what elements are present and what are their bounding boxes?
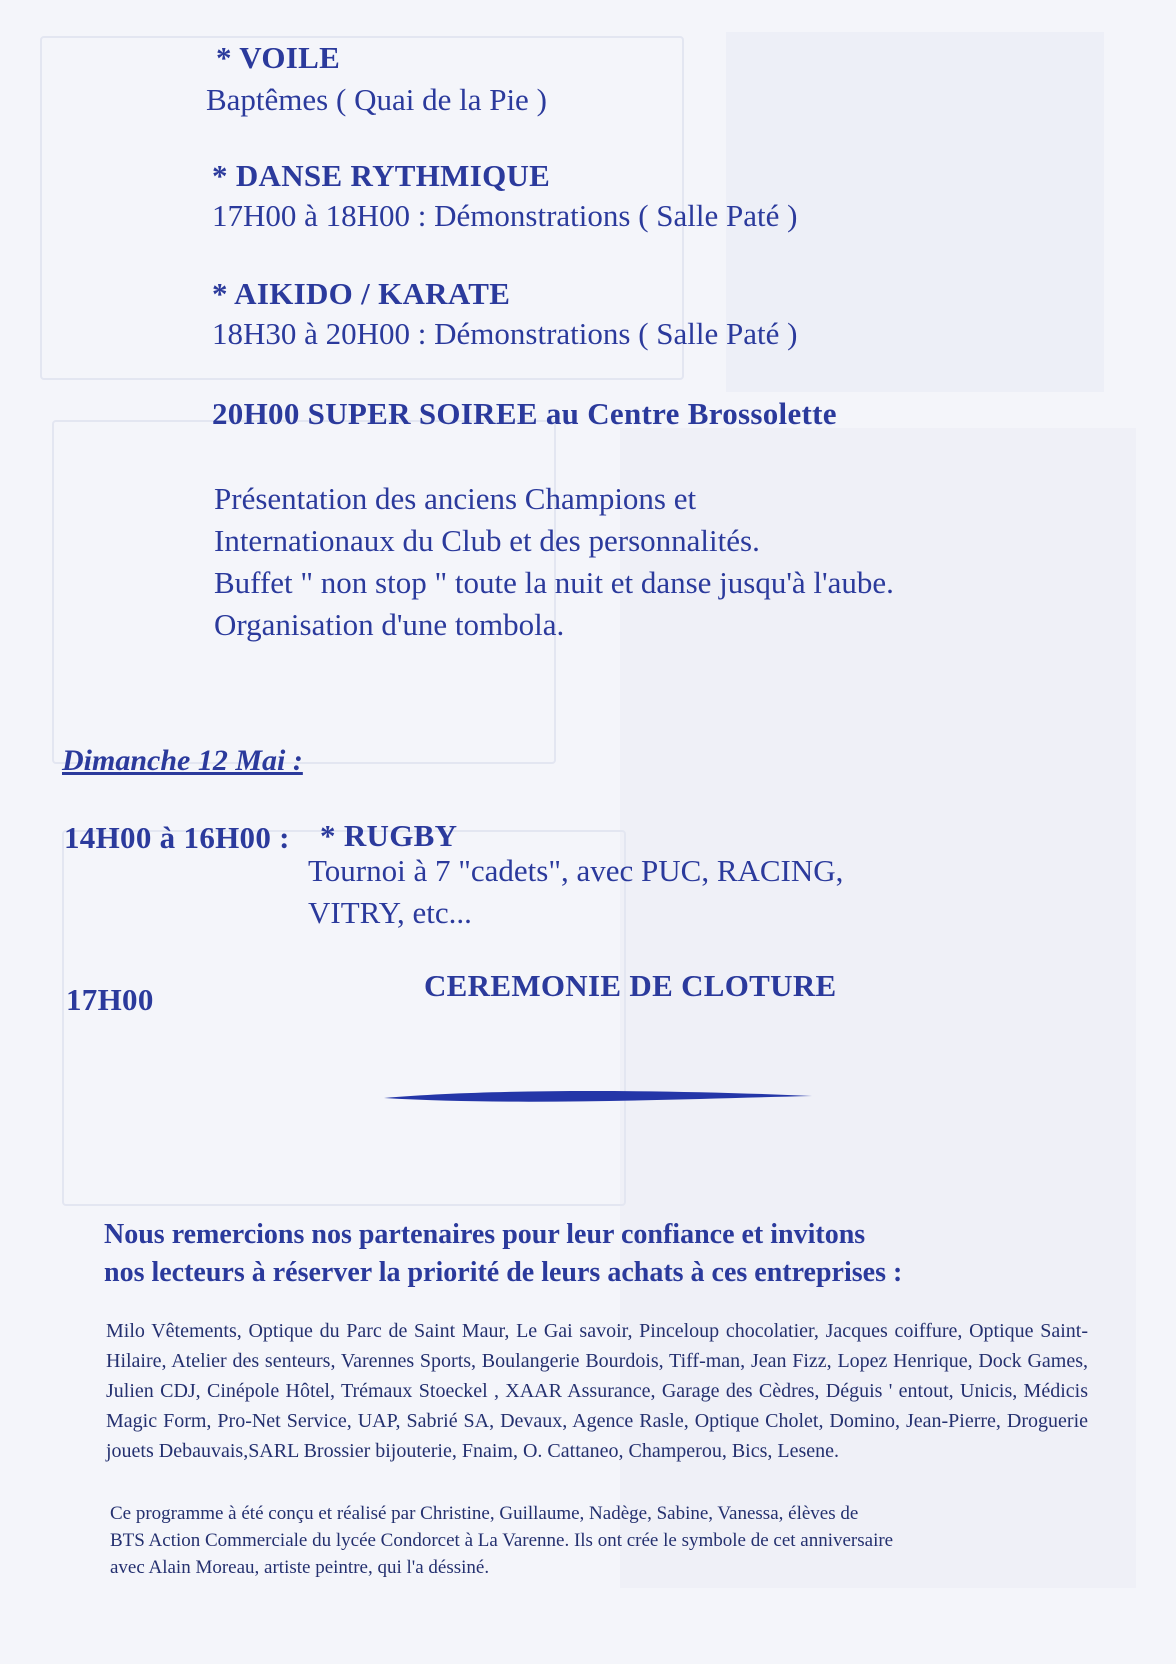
closing-title: CEREMONIE DE CLOTURE [424,968,837,1003]
rugby-line: VITRY, etc... [308,895,472,930]
thanks-line: Nous remercions nos partenaires pour leur confiance et invitons [104,1219,866,1250]
credits-line: BTS Action Commerciale du lycée Condorcet à La Varenne. Ils ont crée le symbole de cet anniversaire [110,1530,894,1551]
thanks-line: nos lecteurs à réserver la priorité de leurs achats à ces entreprises : [104,1257,903,1288]
event-soiree-desc [214,478,894,646]
thanks-message [104,1216,902,1292]
event-soiree-title: 20H00 SUPER SOIREE au Centre Brossolette [212,396,837,431]
event-danse-desc: 17H00 à 18H00 : Démonstrations ( Salle Paté ) [212,198,798,233]
event-voile-title: * VOILE [216,40,341,75]
event-aikido-desc: 18H30 à 20H00 : Démonstrations ( Salle Paté ) [212,316,798,351]
event-danse-title: * DANSE RYTHMIQUE [212,158,551,193]
partners-list: Milo Vêtements, Optique du Parc de Saint Maur, Le Gai savoir, Pinceloup chocolatier, Jacques coiffure, Optique Saint-Hilaire, Atelier des senteurs, Varennes Sports, Boulangerie Bourdois, Tiff-man, Jean Fizz, Lopez Henrique, Dock Games, Julien CDJ, Cinépole Hôtel, Trémaux Stoeckel , XAAR Assurance, Garage des Cèdres, Déguis ' entout, Unicis, Médicis Magic Form, Pro-Net Service, UAP, Sabrié SA, Devaux, Agence Rasle, Optique Cholet, Domino, Jean-Pierre, Droguerie jouets Debauvais,SARL Brossier bijouterie, Fnaim, O. Cattaneo, Champerou, Bics, Lesene. [106,1320,1088,1462]
soiree-line: Internationaux du Club et des personnalités. [214,523,760,558]
sunday-heading: Dimanche 12 Mai : [62,744,303,777]
rugby-time: 14H00 à 16H00 : [64,820,290,855]
decorative-rule [380,1086,816,1110]
rugby-desc [308,850,843,934]
event-voile-desc: Baptêmes ( Quai de la Pie ) [206,82,547,117]
closing-time: 17H00 [66,982,154,1017]
soiree-line: Présentation des anciens Champions et [214,481,697,516]
rugby-title: * RUGBY [320,818,458,853]
event-aikido-title: * AIKIDO / KARATE [212,276,511,311]
rugby-line: Tournoi à 7 "cadets", avec PUC, RACING, [308,853,844,888]
soiree-line: Organisation d'une tombola. [214,607,565,642]
credits-text [110,1500,1090,1581]
credits-line: Ce programme à été conçu et réalisé par Christine, Guillaume, Nadège, Sabine, Vanessa, élèves de [110,1503,859,1524]
credits-line: avec Alain Moreau, artiste peintre, qui l'a déssiné. [110,1557,490,1578]
soiree-line: Buffet " non stop " toute la nuit et danse jusqu'à l'aube. [214,565,894,600]
